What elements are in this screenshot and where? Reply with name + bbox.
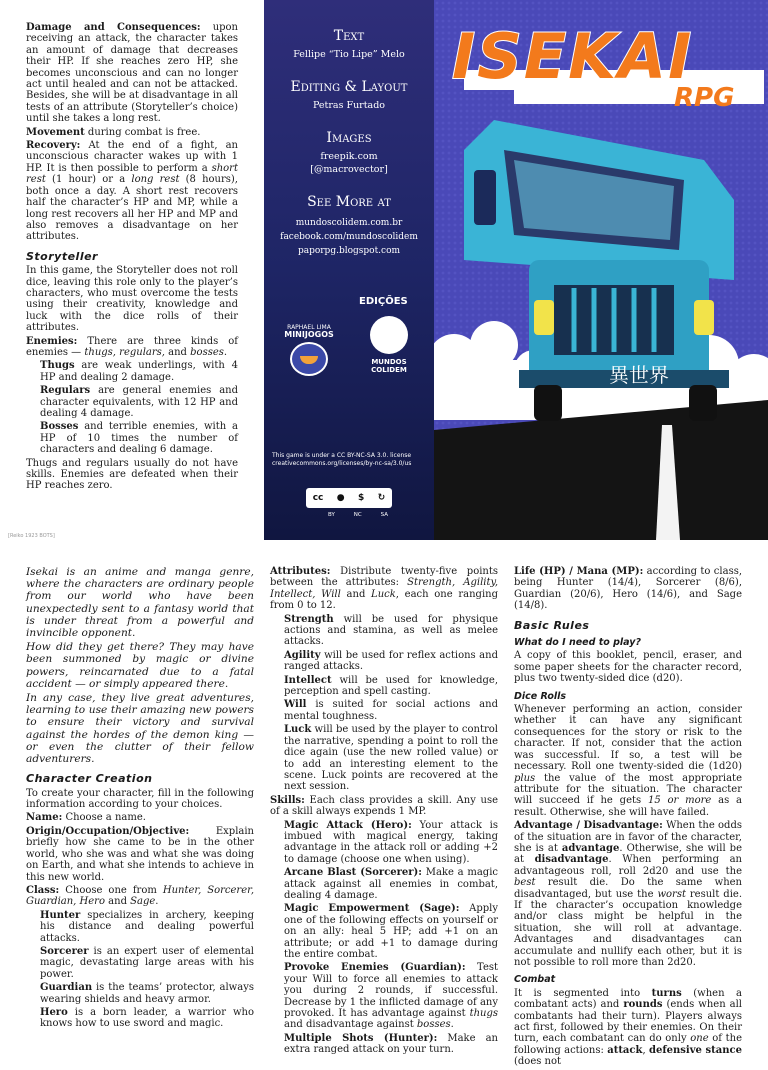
intro-paragraph-1: Isekai is an anime and manga genre, where the characters are ordinary people from our world who have been unexpectedly sent to a fantasy world that is under threat from a powerful and invincible opponent. (26, 566, 254, 640)
text-heading: Text (333, 28, 365, 44)
editing-heading: Editing & Layout (290, 79, 408, 95)
images-heading: Images (326, 130, 372, 146)
cc-labels: BY NC SA (328, 512, 388, 518)
editing-author: Petras Furtado (312, 100, 386, 111)
skill-magic-empowerment: Magic Empowerment (Sage): Apply one of the following effects on yourself or on an ally: heal 5 HP; add +1 on an attribute; or add +1 to damage during the entire combat. (284, 903, 498, 960)
what-needed-heading: What do I need to play? (514, 637, 641, 649)
cover-illustration (434, 0, 768, 540)
headlight-right (694, 300, 714, 335)
rules-column-bottom-1 (26, 566, 254, 1032)
intro-paragraph-3: In any case, they live great adventures, learning to use their amazing new powers to ensure their victory and survival against the hordes of the demon king — or even the clutter of their fellow adventurers. (26, 692, 254, 766)
skills-paragraph: Skills: Each class provides a skill. Any use of a skill always expends 1 MP. (270, 794, 498, 818)
image-credit-note: [Reiko 1923 BOTS] (8, 533, 55, 539)
life-mana-paragraph: Life (HP) / Mana (MP): according to class, being Hunter (14/4), Sorcerer (8/6), Guardian (20/6), Hero (14/6), and Sage (14/8). (514, 566, 743, 612)
see-more-heading: See More at (307, 194, 391, 210)
mascot-face-icon (290, 342, 328, 376)
dice-rolls-heading: Dice Rolls (514, 690, 567, 702)
enemies-paragraph: Enemies: There are three kinds of enemies — thugs, regulars, and bosses. (26, 335, 238, 358)
intellect-paragraph: Intellect will be used for knowledge, perception and spell casting. (284, 674, 498, 698)
publisher-logo-mundos-colidem: MUNDOS COLIDEM (364, 316, 414, 374)
advantage-paragraph: Advantage / Disadvantage: When the odds of the situation are in favor of the character, she is at advantage. Otherwise, she will be at disadvantage. When performing an advantageous roll, roll 2d20 and use the best result die. Do the same when disadvantaged, but use the worst result die. If the character’s occupation knowledge and/or class might be helpful in the situation, she will roll at advantage. Advantages and disadvantages can accumulate and nullify each other, but it is not possible to roll more than 2d20. (514, 820, 742, 968)
intro-paragraph-2: How did they get there? They may have been summoned by magic or divine powers, reincarnated due to a fatal accident — or simply appeared there. (26, 641, 254, 690)
basic-rules-heading: Basic Rules (514, 618, 590, 632)
cover-title: ISEKAI (452, 20, 694, 93)
cc-icon: cc (312, 493, 324, 503)
storyteller-paragraph: In this game, the Storyteller does not roll dice, leaving this role only to the player’s characters, who must overcome the tests using their creativity, knowledge and luck with the dice rolls of their attributes. (26, 265, 238, 334)
storyteller-heading: Storyteller (26, 249, 98, 263)
text-author: Fellipe “Tio Lipe” Melo (293, 49, 405, 60)
skill-multiple-shots: Multiple Shots (Hunter): Make an extra ranged attack on your turn. (284, 1032, 498, 1056)
class-paragraph: Class: Choose one from Hunter, Sorcerer, Guardian, Hero and Sage. (26, 884, 254, 908)
cover-subtitle: RPG (674, 83, 735, 113)
skill-magic-attack: Magic Attack (Hero): Your attack is imbued with magical energy, taking advantage in the attack roll or adding +2 to damage (choose one when using). (284, 819, 498, 865)
cover-art (434, 0, 768, 540)
link-site[interactable]: mundoscolidem.com.br (295, 218, 403, 228)
link-facebook[interactable]: facebook.com/mundoscolidem (280, 232, 418, 242)
rules-column-bottom-3 (514, 566, 742, 1070)
skill-arcane-blast: Arcane Blast (Sorcerer): Make a magic attack against all enemies in combat, dealing 4 damage. (284, 867, 498, 901)
hunter-paragraph: Hunter specializes in archery, keeping his distance and dealing powerful attacks. (40, 909, 254, 944)
edicoes-label: EDIÇÕES (359, 296, 408, 307)
combat-heading: Combat (514, 974, 556, 986)
enemies-note-paragraph: Thugs and regulars usually do not have skills. Enemies are defeated when their HP reaches zero. (26, 457, 238, 492)
damage-paragraph: Damage and Consequences: upon receiving an attack, the character takes an amount of damage that decreases their HP. If she reaches zero HP, she becomes unconscious and can no longer act until healed and can not be attacked. Besides, she will be at disadvantage in all tests of an attribute (Storyteller’s choice) until she takes a long rest. (26, 22, 238, 125)
link-blog[interactable]: paporpg.blogspot.com (297, 246, 401, 256)
sa-icon: ↻ (377, 493, 386, 503)
dice-rolls-paragraph: Whenever performing an action, consider whether it can have any significant consequences for the story or risk to the character. If not, consider that the action was successful. If so, a test will be necessary. Roll one twenty-sided die (1d20) plus the value of the most appropriate attribute for the situation. The character will succeed if he gets 15 or more as a result. Otherwise, she will have failed. (514, 704, 742, 818)
attributes-paragraph: Attributes: Distribute twenty-five points between the attributes: Strength, Agility, Intellect, Will and Luck, each one ranging from 0 to 12. (270, 566, 498, 612)
guardian-paragraph: Guardian is the teams’ protector, always wearing shields and heavy armor. (40, 982, 254, 1005)
hero-paragraph: Hero is a born leader, a warrior who knows how to use sword and magic. (40, 1006, 254, 1030)
name-paragraph: Name: Choose a name. (26, 812, 146, 824)
images-source: freepik.com (320, 151, 378, 162)
thugs-paragraph: Thugs are weak underlings, with 4 HP and dealing 2 damage. (40, 360, 238, 383)
license-link[interactable]: creativecommons.org/licenses/by-nc-sa/3.0/us (272, 460, 412, 467)
will-paragraph: Will is suited for social actions and mental toughness. (284, 699, 498, 722)
planet-icon (370, 316, 408, 354)
kanji-label: 異世界 (609, 363, 669, 387)
origin-paragraph: Origin/Occupation/Objective: Explain briefly how she came to be in the other world, who she was and what she was doing on Earth, and what she intends to achieve in this new world. (26, 825, 254, 883)
nc-icon: $ (358, 493, 365, 503)
publisher-logo-minijogos: RAPHAEL LIMA MINIJOGOS (284, 324, 334, 376)
regulars-paragraph: Regulars are general enemies and character equivalents, with 12 HP and dealing 4 damage. (40, 385, 238, 419)
images-author: [@macrovector] (310, 164, 388, 175)
creation-intro: To create your character, fill in the following information according to your choices. (26, 787, 254, 811)
rules-column-bottom-2 (270, 566, 498, 1058)
creative-commons-badge (306, 488, 392, 508)
credits-panel (264, 0, 434, 540)
combat-paragraph: It is segmented into turns (when a combatant acts) and rounds (ends when all combatants had their turn). Players always act first, followed by their enemies. On their turn, each combatant can do only one of the following actions: attack, defensive stance (does not (514, 987, 742, 1068)
agility-paragraph: Agility will be used for reflex actions and ranged attacks. (284, 649, 498, 673)
sorcerer-paragraph: Sorcerer is an expert user of elemental magic, devastating large areas with his power. (40, 945, 254, 980)
skill-provoke-enemies: Provoke Enemies (Guardian): Test your Will to force all enemies to attack you during 2 rounds, if successful. Decrease by 1 the inflicted damage of any provoked. It has advantage against thugs and disadvantage against bosses. (284, 962, 499, 1031)
strength-paragraph: Strength will be used for physique actions and stamina, as well as melee attacks. (284, 613, 498, 648)
what-needed-paragraph: A copy of this booklet, pencil, eraser, and some paper sheets for the character record, plus two twenty-sided dice (d20). (514, 650, 742, 685)
by-icon: ● (336, 493, 345, 503)
luck-paragraph: Luck will be used by the player to control the narrative, spending a point to roll the dice again (use the new rolled value) or to add an interesting element to the scene. Luck points are recovered at the next session. (284, 724, 498, 793)
rules-column-top-left (26, 22, 238, 494)
recovery-paragraph: Recovery: At the end of a fight, an unconscious character wakes up with 1 HP. It is then possible to perform a short rest (1 hour) or a long rest (8 hours), both once a day. A short rest recovers half the character’s HP and MP, while a long rest recovers all her HP and MP and also removes a disadvantage on her attributes. (26, 140, 238, 243)
headlight-left (534, 300, 554, 335)
movement-paragraph: Movement during combat is free. (26, 126, 201, 138)
license-text: This game is under a CC BY-NC-SA 3.0. license creativecommons.org/licenses/by-nc-sa/3.0/us (272, 452, 426, 468)
character-creation-heading: Character Creation (26, 772, 153, 786)
bosses-paragraph: Bosses and terrible enemies, with a HP of 10 times the number of characters and dealing 6 damage. (40, 421, 238, 456)
